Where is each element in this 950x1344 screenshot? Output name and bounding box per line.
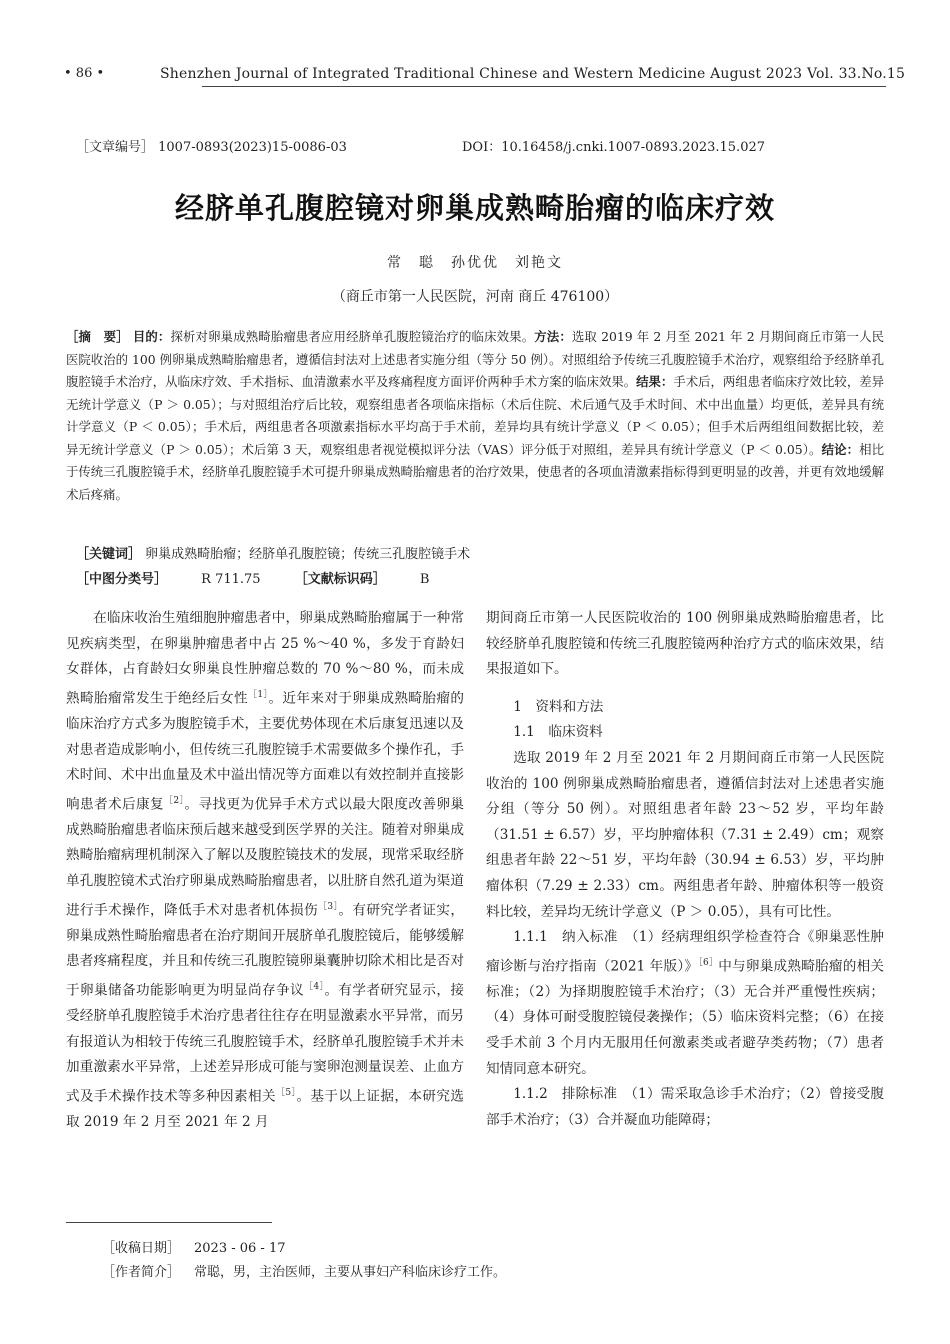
author-bio	[102, 1261, 506, 1280]
footnote-rule	[66, 1222, 272, 1223]
inclusion-text-a: 1.1.1 纳入标准 （1）经病理组织学检查符合《卵巢恶性肿瘤诊断与治疗指南（2021 年版）》	[486, 929, 884, 975]
abstract	[66, 326, 884, 506]
abstract-label: ［摘 要］	[66, 329, 129, 344]
doc-code-value: B	[419, 572, 430, 587]
received-value: 2023 - 06 - 17	[194, 1241, 286, 1256]
intro-text-3: 。寻找更为优异手术方式以最大限度改善卵巢成熟畸胎瘤患者临床预后越来越受到医学界的关注。随着对卵巢成熟畸胎瘤病理机制深入了解以及腹腔镜技术的发展，现常采取经脐单孔腹腔镜术式治疗卵巢成熟畸胎瘤患者，以肚脐自然孔道为渠道进行手术操作，降低手术对患者机体损伤	[66, 796, 465, 919]
ref-6: ［6］	[698, 957, 719, 968]
paper-title: 经脐单孔腹腔镜对卵巢成熟畸胎瘤的临床疗效	[174, 191, 775, 225]
doc-code-label: ［文献标识码］	[294, 572, 386, 587]
methods-text: 选取 2019 年 2 月至 2021 年 2 月期间商丘市第一人民医院收治的 100 例卵巢成熟畸胎瘤患者，遵循信封法对上述患者实施分组（等分 50 例）。对照组给予传统三孔腹腔镜手术治疗，观察组给予经脐单孔腹腔镜手术治疗，从临床疗效、手术指标、血清激素水平及疼痛程度方面评价两种手术方案的临床效果。	[66, 329, 885, 389]
ref-5: ［5］	[275, 1087, 297, 1098]
keywords	[76, 543, 470, 562]
intro-text-5: 。有学者研究显示，接受经脐单孔腹腔镜手术治疗患者往往存在明显激素水平异常，而另有报道认为相较于传统三孔腹腔镜手术，经脐单孔腹腔镜手术并未加重激素水平异常，上述差异形成可能与窦卵泡测量误差、止血方式及手术操作技术等多种因素相关	[66, 982, 465, 1105]
keywords-text: 卵巢成熟畸胎瘤；经脐单孔腹腔镜；传统三孔腹腔镜手术	[145, 547, 471, 562]
conclusion-text: 相比于传统三孔腹腔镜手术，经脐单孔腹腔镜手术可提升卵巢成熟畸胎瘤患者的治疗效果，使患者的各项血清激素指标得到更明显的改善，并更有效地缓解术后疼痛。	[66, 441, 885, 502]
section-heading-1: 1 资料和方法	[513, 698, 604, 715]
intro-continuation: 期间商丘市第一人民医院收治的 100 例卵巢成熟畸胎瘤患者，比较经脐单孔腹腔镜和传统三孔腹腔镜两种治疗方式的临床效果，结果报道如下。	[486, 610, 884, 678]
authors: 常 聪 孙优优 刘艳文	[387, 255, 563, 271]
author-bio-value: 常聪，男，主治医师，主要从事妇产科临床诊疗工作。	[194, 1265, 507, 1280]
results-label: 结果：	[636, 374, 674, 389]
ref-2: ［2］	[164, 795, 185, 806]
objective-label: 目的：	[132, 329, 171, 344]
clc-label: ［中图分类号］	[76, 572, 168, 587]
conclusion-label: 结论：	[821, 441, 860, 457]
intro-text-6: 。基于以上证据，本研究选取 2019 年 2 月至 2021 年 2 月	[66, 1088, 465, 1130]
journal-name: Shenzhen Journal of Integrated Traditional Chinese and Western Medicine August 2023 Vol. 33.No.15	[160, 66, 906, 82]
left-column	[66, 606, 464, 1136]
page-number: • 86 •	[64, 66, 105, 81]
affiliation: （商丘市第一人民医院，河南 商丘 476100）	[331, 289, 619, 305]
section-heading-1-1: 1.1 临床资料	[513, 724, 603, 741]
inclusion-criteria	[486, 925, 884, 1082]
received-label: ［收稿日期］	[102, 1241, 181, 1256]
results-text: 手术后，两组患者临床疗效比较，差异无统计学意义（P ＞ 0.05）；与对照组治疗后比较，观察组患者各项临床指标（术后住院、术后通气及手术时间、术中出血量）均更低，差异具有统计学意义（P ＜ 0.05）；手术后，两组患者各项激素指标水平均高于手术前，差异均具有统计学意义（P ＜ 0.05）；但手术后两组组间数据比较，差异无统计学意义（P ＞ 0.05）；术后第 3 天，观察组患者视觉模拟评分法（VAS）评分低于对照组，差异具有统计学意义（P ＜ 0.05）。	[66, 374, 885, 457]
received-date	[102, 1237, 286, 1256]
methods-label: 方法：	[534, 329, 572, 344]
exclusion-criteria: 1.1.2 排除标准 （1）需采取急诊手术治疗；（2）曾接受腹部手术治疗；（3）合并凝血功能障碍；	[486, 1086, 884, 1128]
ref-4: ［4］	[303, 981, 325, 992]
intro-text-2: 。近年来对于卵巢成熟畸胎瘤的临床治疗方式多为腹腔镜手术，主要优势体现在术后康复迅速以及对患者造成影响小，但传统三孔腹腔镜手术需要做多个操作孔，手术时间、术中出血量及术中溢出情况等方面难以有效控制并直接影响患者术后康复	[66, 690, 465, 813]
intro-text-1: 在临床收治生殖细胞肿瘤患者中，卵巢成熟畸胎瘤属于一种常见疾病类型，在卵巢肿瘤患者中占 25 %～40 %，多发于育龄妇女群体，占育龄妇女卵巢良性肿瘤总数的 70 %～80 %，而未成熟畸胎瘤常发生于绝经后女性	[66, 610, 464, 707]
author-bio-label: ［作者简介］	[102, 1265, 181, 1280]
ref-1: ［1］	[247, 689, 269, 700]
running-header	[64, 66, 906, 88]
clinical-data-paragraph: 选取 2019 年 2 月至 2021 年 2 月期间商丘市第一人民医院收治的 100 例卵巢成熟畸胎瘤患者，遵循信封法对上述患者实施分组（等分 50 例）。对照组患者年龄 23～52 岁，平均年龄（31.51 ± 6.57）岁，平均肿瘤体积（7.31 ± 2.49）cm；观察组患者年龄 22～51 岁，平均年龄（30.94 ± 6.53）岁，平均肿瘤体积（7.29 ± 2.33）cm。两组患者年龄、肿瘤体积等一般资料比较，差异均无统计学意义（P ＞ 0.05），具有可比性。	[486, 749, 884, 920]
inclusion-text-b: 中与卵巢成熟畸胎瘤的相关标准；（2）为择期腹腔镜手术治疗；（3）无合并严重慢性疾病；（4）身体可耐受腹腔镜侵袭操作；（5）临床资料完整；（6）在接受手术前 3 个月内无服用任何激素类或者避孕类药物；（7）患者知情同意本研究。	[486, 958, 884, 1077]
intro-paragraph	[66, 606, 464, 1136]
right-column	[486, 606, 884, 1133]
article-number: ［文章编号］ 1007-0893(2023)15-0086-03	[76, 140, 347, 155]
objective-text: 探析对卵巢成熟畸胎瘤患者应用经脐单孔腹腔镜治疗的临床效果。	[170, 329, 535, 344]
keywords-label: ［关键词］	[76, 547, 142, 562]
clc-value: R 711.75	[201, 572, 261, 587]
doi: DOI：10.16458/j.cnki.1007-0893.2023.15.027	[462, 140, 766, 155]
classification	[76, 568, 459, 587]
intro-text-4: 。有研究学者证实，卵巢成熟性畸胎瘤患者在治疗期间开展脐单孔腹腔镜后，能够缓解患者疼痛程度，并且和传统三孔腹腔镜卵巢囊肿切除术相比是否对于卵巢储备功能影响更为明显尚存争议	[66, 902, 465, 999]
header-rule	[202, 86, 886, 87]
ref-3: ［3］	[317, 901, 339, 912]
